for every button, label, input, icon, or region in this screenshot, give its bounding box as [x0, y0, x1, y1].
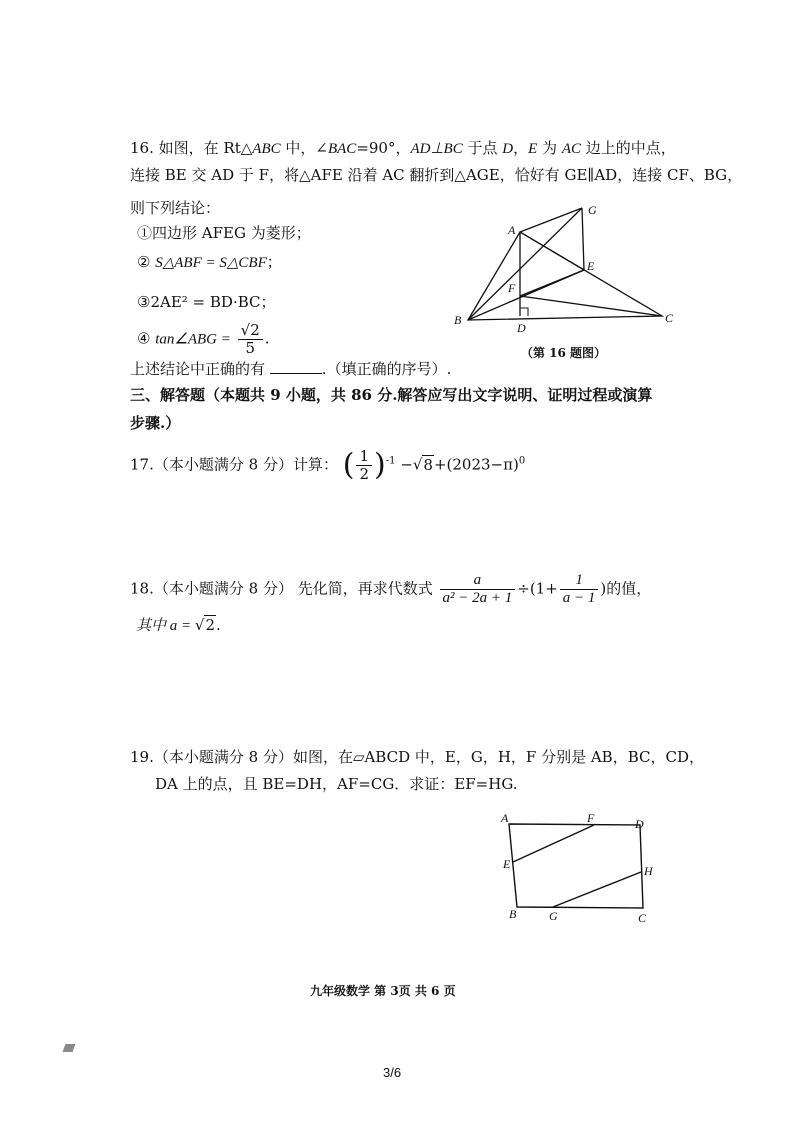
q19-figure: [495, 810, 665, 925]
segment-bg: [468, 208, 582, 320]
label-b: B: [454, 313, 462, 327]
q18-condition: 其中 a = √2.: [136, 616, 221, 634]
segment-cf: [520, 296, 662, 316]
label-f: F: [508, 281, 516, 295]
q16-figure: [450, 192, 680, 342]
q16-answer-line: 上述结论中正确的有 .（填正确的序号）.: [130, 360, 452, 378]
label-c: C: [665, 311, 674, 325]
label-f: F: [587, 811, 595, 825]
segment-ag: [520, 208, 582, 232]
section3-heading-cont: 步骤.）: [130, 414, 181, 432]
label-g: G: [549, 909, 558, 923]
q18-text: 18.（本小题满分 8 分） 先化简，再求代数式 $\frac{a}{\text{a² − 2a + 1}}$ ÷(1+ $\frac{1}{a - 1}$ )的值，: [130, 572, 652, 606]
label-d: D: [635, 817, 644, 831]
q19-line1: 19.（本小题满分 8 分）如图，在▱ABCD 中，E，G，H，F 分别是 AB，BC，CD，: [130, 748, 704, 766]
page-indicator: 3/6: [383, 1065, 402, 1080]
q16-conclusion-4: ④ tan∠ABG = $\frac{√2}{5}$ .: [137, 321, 270, 357]
segment-ef: [513, 825, 594, 862]
q16-conclusion-1: ①四边形 AFEG 为菱形；: [137, 224, 311, 242]
label-e: E: [503, 857, 511, 871]
answer-blank[interactable]: [270, 359, 322, 374]
label-e: E: [587, 259, 595, 273]
q19-line2: DA 上的点，且 BE=DH，AF=CG．求证：EF=HG.: [155, 775, 518, 793]
scan-mark: [63, 1044, 76, 1052]
q16-line1: 16. 如图，在 Rt△ABC 中，∠BAC=90°，AD⊥BC 于点 D，E 为 AC 边上的中点，: [130, 139, 676, 157]
label-a: A: [501, 811, 509, 825]
label-c: C: [638, 911, 647, 925]
label-a: A: [508, 223, 516, 237]
q16-line3: 则下列结论：: [130, 199, 221, 217]
right-angle-mark: [520, 308, 528, 316]
parallelogram-abcd: [509, 824, 643, 908]
label-h: H: [644, 864, 653, 878]
label-d: D: [517, 321, 526, 335]
q17-text: 17.（本小题满分 8 分）计算： ( $\frac{1}{2}$ )$^{-1} -√8+(2023-\pi)^0$: [130, 447, 526, 483]
page-footer: 九年级数学 第 3页 共 6 页: [310, 984, 456, 998]
segment-ge: [582, 208, 584, 270]
segment-gh: [553, 872, 641, 907]
label-g: G: [588, 203, 597, 217]
q16-conclusion-3: ③2AE² = BD·BC；: [137, 293, 276, 311]
q16-line2: 连接 BE 交 AD 于 F，将△AFE 沿着 AC 翻折到△AGE，恰好有 GE∥AD，连接 CF、BG，: [130, 166, 743, 184]
q16-caption: （第 16 题图）: [521, 346, 607, 360]
segment-fe: [520, 270, 584, 296]
section3-heading: 三、解答题（本题共 9 小题，共 86 分.解答应写出文字说明、证明过程或演算: [130, 386, 653, 404]
q16-conclusion-2: ② S△ABF = S△CBF；: [137, 253, 282, 271]
label-b: B: [509, 907, 517, 921]
